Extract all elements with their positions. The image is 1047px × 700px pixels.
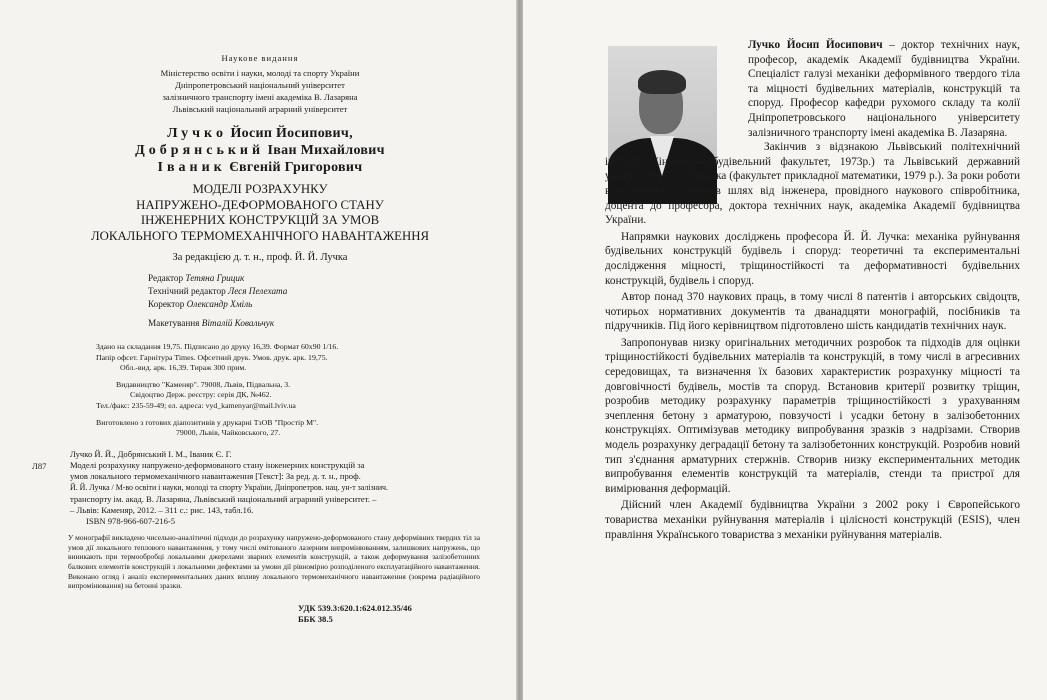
bio-paragraph: Напрямки наукових досліджень професора Й. Й. Лучка: механіка руйнування будівельних конструкцій будівель і споруд: теоретичні та експериментальні дослідження міцності, тріщиностійкості та деформативності будівельних конструкцій, будівель і споруд. — [605, 230, 1020, 287]
staff-line: Технічний редактор Леся Пелехата — [148, 286, 288, 296]
catalog-code: Л87 — [32, 460, 47, 471]
print-info: Здано на складання 19,75. Підписано до друку 16,39. Формат 60х90 1/16. Папір офсет. Гарнітура Times. Офсетний друк. Умов. друк. арк. 19,75. Обл.-вид. арк. 16,39. Тираж 300 прим. — [96, 342, 339, 373]
publisher-info: Видавництво "Каменяр". 79008, Львів, Підвальна, 3. Свідоцтво Держ. реєстру: серія ДК, №462. Тел./факс: 235-59-49; ел. адреса: vyd_kamenyar@mail.lviv.ua — [96, 379, 296, 410]
bio-paragraph: Закінчив з відзнакою Львівський політехнічний інститут (інженерно-будівельний факультет, 1973р.) та Львівський державний університет ім. І. Франка (факультет прикладної математики, 1979 р.). За роки роботи в колективах пройшов шлях від інженера, провідного наукового співробітника, доцента до професора, доктора технічних наук, академіка Академії будівництва України. — [605, 141, 1020, 227]
catalog-entry: Л87 Лучко Й. Й., Добрянський І. М., Іваник Є. Г. Моделі розрахунку напружено-деформованого стану інженерних конструкцій за умов локального термомеханічного навантаження [Текст]: За ред. д. т. н., проф. Й. Й. Лучка / М-во освіти і науки, молоді та спорту України, Дніпропетров. нац. ун-т залізнич. транспорту ім. акад. В. Лазаряна, Львівський національний аграрний університет. – – Львів: Каменяр, 2012. – 311 с.: рис. 143, табл.16. ISBN 978-966-607-216-5 — [32, 448, 388, 526]
bio-name: Лучко Йосип Йосипович — [748, 39, 883, 51]
staff-line: Коректор Олександр Хміль — [148, 299, 253, 309]
org-line: Міністерство освіти і науки, молоді та спорту України — [160, 68, 360, 78]
imprint-block — [32, 52, 480, 625]
book-gutter — [516, 0, 523, 700]
author-line: Добрянський Іван Михайлович — [135, 143, 385, 158]
org-line: Дніпропетровський національний університет — [175, 80, 345, 90]
bio-paragraph: Дійсний член Академії будівництва України з 2002 року і Європейського товариства механіки руйнування матеріалів і цілісності конструкцій (ESIS), член правління Українського товариства з механіки руйнування матеріалів. — [605, 499, 1020, 541]
edited-by: За редакцією д. т. н., проф. Й. Й. Лучка — [172, 252, 348, 263]
organizations — [40, 67, 480, 115]
staff-line: Макетування Віталій Ковальчук — [148, 318, 275, 328]
author-biography — [605, 38, 1020, 542]
author-line: Лучко Йосип Йосипович, — [167, 126, 353, 141]
bio-paragraph: Запропонував низку оригінальних методичних розробок та підходів для оцінки тріщиностійкості будівельних матеріалів та конструкцій, в тому числі в агресивних середовищах, та визначення їх базових характеристик розрахунку міцності та довговічності будівель, мостів та споруд. Встановив критерії розвитку тріщин, розробив методику розрахунку параметрів тріщиностійкості з урахуванням зчеплення бетону з арматурою, повзучості і усадки бетону в залізобетонних конструкціях. Оптимізував методику випробування зразків з надрізами. Створив модель розрахунку деградації бетону та залізобетонних конструкцій. Розробив новий тип з'єднання арматурних стержнів. Створив низку експериментальних методик випробування елементів конструкцій та матеріалів, стенди та пристрої для вимірювання деформацій. — [605, 336, 1020, 495]
printer-info: Виготовлено з готових діапозитивів у друкарні ТзОВ "Простір М". 79000, Львів, Чайковського, 27. — [96, 417, 319, 438]
author-line: Іваник Євгеній Григорович — [157, 160, 363, 175]
authors — [40, 125, 480, 176]
staff-list — [148, 272, 480, 330]
classification-codes: УДК 539.3:620.1:624.012.35/46 ББК 38.5 — [298, 602, 412, 624]
org-line: залізничного транспорту імені академіка В. Лазаряна — [162, 92, 358, 102]
bio-paragraph: Автор понад 370 наукових праць, в тому числі 8 патентів і авторських свідоцтв, чотирьох нормативних документів та дванадцяти монографій, посібників та підручників. Під його керівництвом підготовлено шість кандидатів технічних наук. — [605, 291, 1020, 333]
staff-line: Редактор Тетяна Грицик — [148, 273, 245, 283]
annotation: У монографії викладено чисельно-аналітичні підходи до розрахунку напружено-деформованого стану деформівних твердих тіл за умов дії локального теплового навантаження, у тому числі емітованого лазерним випромінюванням, залишкових напружень, що виникають при термообробці локальними джерелами зварних елементів конструкцій, а також деформування залізобетонних балкових елементів конструкцій з локальними дефектами за умови дії рівномірно розподіленого експлуатаційного навантаження. Виконано огляд і аналіз експериментальних даних впливу локального термомеханічного навантаження (зокрема радіаційного випромінювання) на бетонні зразки. — [68, 533, 480, 591]
book-title: МОДЕЛІ РОЗРАХУНКУ НАПРУЖЕНО-ДЕФОРМОВАНОГО СТАНУ ІНЖЕНЕРНИХ КОНСТРУКЦІЙ ЗА УМОВ ЛОКАЛЬНОГО ТЕРМОМЕХАНІЧНОГО НАВАНТАЖЕННЯ — [90, 182, 430, 243]
org-line: Львівський національний аграрний університет — [172, 104, 348, 114]
left-page-imprint — [0, 0, 516, 700]
series-label: Наукове видання — [221, 53, 299, 63]
bio-intro: Лучко Йосип Йосипович – доктор технічних наук, професор, академік Академії будівництва України. Спеціаліст галузі механіки деформівного твердого тіла та міцності будівельних матеріалів, конструкцій та споруд. Професор кафедри рухомого складу та колії Дніпропетровського національного університету залізничного транспорту імені академіка В. Лазаряна. — [748, 39, 1020, 139]
